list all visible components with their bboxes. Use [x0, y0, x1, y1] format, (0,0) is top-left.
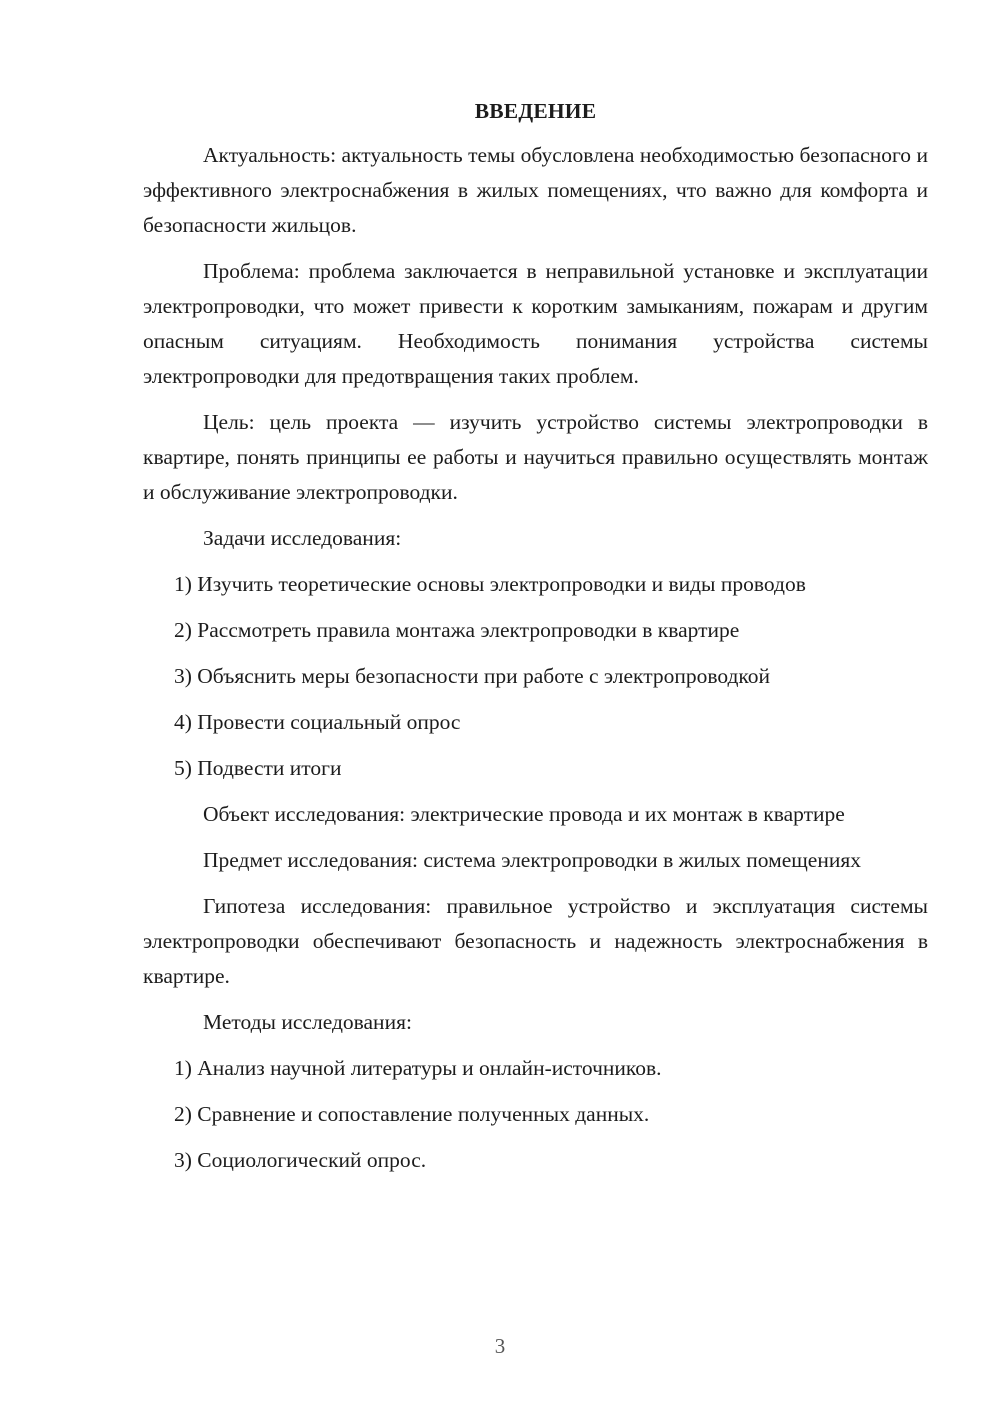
task-item: 2) Рассмотреть правила монтажа электропроводки в квартире — [174, 618, 740, 642]
task-item: 3) Объяснить меры безопасности при работе с электропроводкой — [174, 664, 771, 688]
page-title: ВВЕДЕНИЕ — [474, 99, 597, 123]
goal-paragraph: Цель: цель проекта — изучить устройство системы электропроводки в квартире, понять принципы ее работы и научиться правильно осуществлять монтаж и обслуживание электропроводки. — [143, 410, 928, 504]
task-item: 4) Провести социальный опрос — [174, 710, 461, 734]
relevance-paragraph: Актуальность: актуальность темы обусловлена необходимостью безопасного и эффективного электроснабжения в жилых помещениях, что важно для комфорта и безопасности жильцов. — [143, 143, 928, 237]
task-item: 1) Изучить теоретические основы электропроводки и виды проводов — [174, 572, 806, 596]
page-content — [143, 96, 928, 1189]
subject-paragraph: Предмет исследования: система электропроводки в жилых помещениях — [203, 848, 861, 872]
methods-heading: Методы исследования: — [203, 1010, 412, 1034]
method-item: 3) Социологический опрос. — [174, 1148, 427, 1172]
method-item: 1) Анализ научной литературы и онлайн-источников. — [174, 1056, 662, 1080]
object-paragraph: Объект исследования: электрические провода и их монтаж в квартире — [203, 802, 845, 826]
page-number: 3 — [494, 1334, 506, 1358]
task-item: 5) Подвести итоги — [174, 756, 342, 780]
method-item: 2) Сравнение и сопоставление полученных данных. — [174, 1102, 650, 1126]
hypothesis-paragraph: Гипотеза исследования: правильное устройство и эксплуатация системы электропроводки обеспечивают безопасность и надежность электроснабжения в квартире. — [143, 894, 928, 988]
problem-paragraph: Проблема: проблема заключается в неправильной установке и эксплуатации электропроводки, что может привести к коротким замыканиям, пожарам и другим опасным ситуациям. Необходимость понимания устройства системы электропроводки для предотвращения таких проблем. — [143, 259, 928, 388]
tasks-heading: Задачи исследования: — [203, 526, 402, 550]
